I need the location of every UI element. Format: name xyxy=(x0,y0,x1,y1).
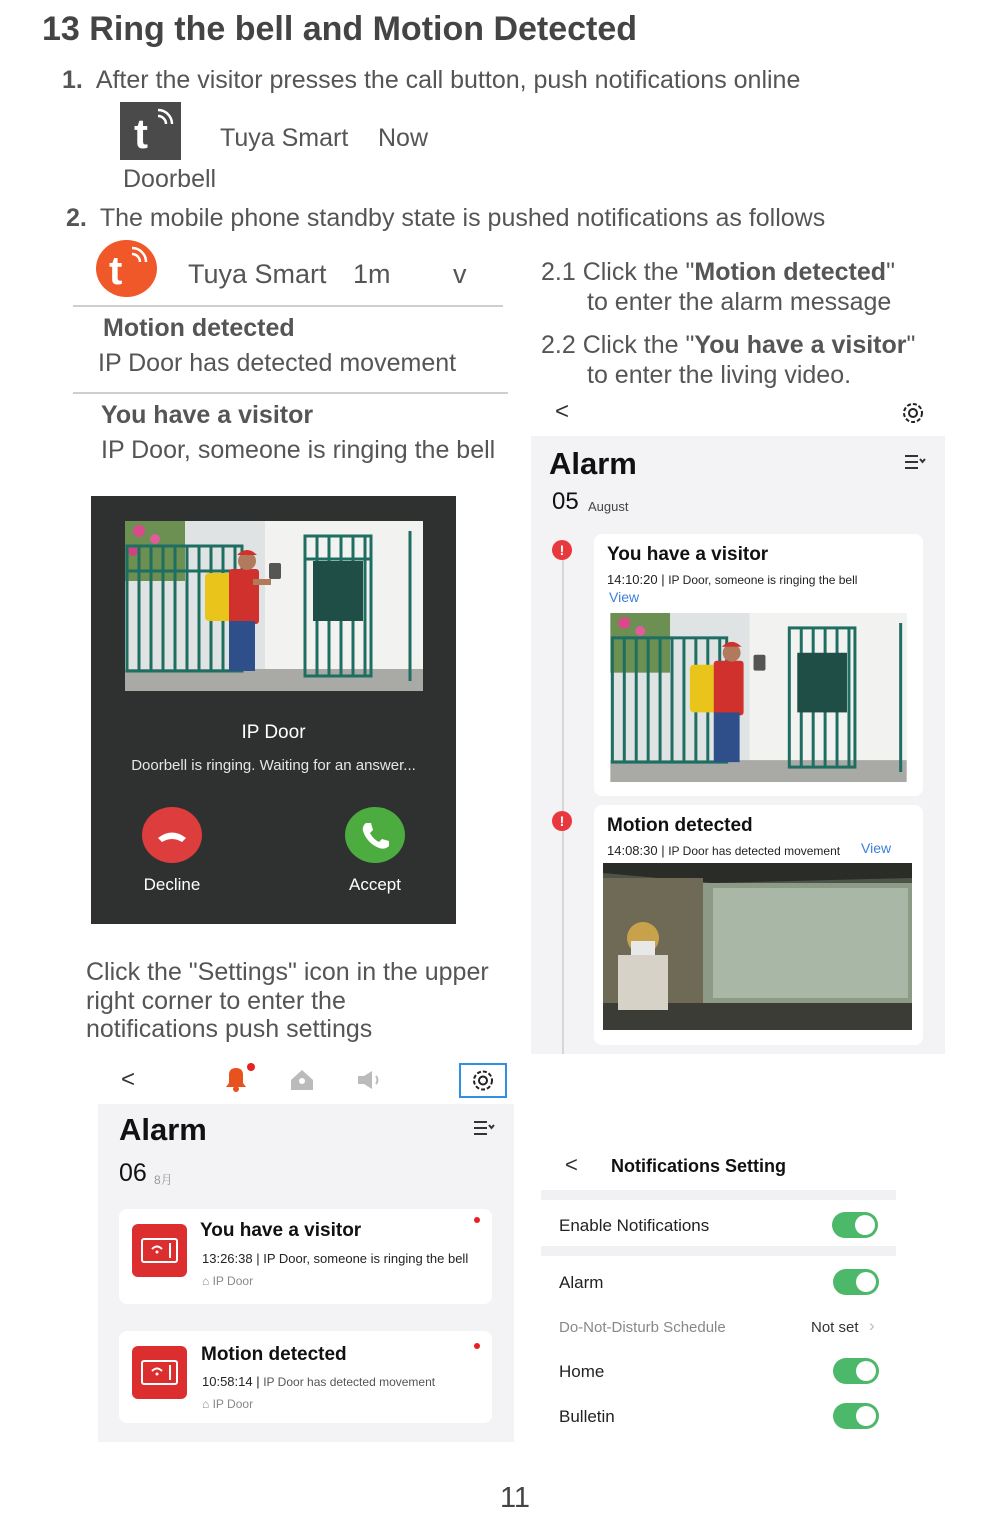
doorbell-device-icon xyxy=(132,1224,187,1277)
alarm-day: 06 xyxy=(119,1159,147,1187)
step1-line xyxy=(62,66,800,95)
notification-visitor-title: You have a visitor xyxy=(101,401,314,429)
alarm-card-title: Motion detected xyxy=(201,1344,347,1365)
notification-visitor[interactable] xyxy=(101,401,495,465)
expand-chevron[interactable]: v xyxy=(453,259,467,289)
enable-notifications-label: Enable Notifications xyxy=(559,1216,710,1235)
svg-text:t: t xyxy=(134,110,148,157)
alarm-card-meta: 14:08:30 | IP Door has detected movement xyxy=(607,843,841,858)
chevron-right-icon: › xyxy=(869,1316,875,1335)
alarm-card-time: 10:58:14 xyxy=(202,1374,253,1389)
step1-number: 1. xyxy=(62,66,83,94)
notification-motion-title: Motion detected xyxy=(103,314,295,342)
enable-notifications-toggle[interactable] xyxy=(832,1212,878,1238)
notification-motion-body: IP Door has detected movement xyxy=(98,349,457,377)
alarm-card-time: 14:08:30 xyxy=(607,843,658,858)
instruction-2-2-prefix: 2.2 Click the " xyxy=(541,331,695,359)
step1-device: Doorbell xyxy=(123,165,217,193)
divider xyxy=(541,1246,896,1256)
dnd-schedule-label[interactable]: Do-Not-Disturb Schedule xyxy=(559,1319,726,1336)
home-icon: ⌂ xyxy=(202,1397,210,1411)
alarm-card-desc: IP Door, someone is ringing the bell xyxy=(263,1251,469,1266)
call-device-name: IP Door xyxy=(241,722,306,743)
alarm-card-motion[interactable] xyxy=(119,1331,492,1423)
step2-time: 1m xyxy=(353,259,391,289)
bell-icon[interactable] xyxy=(222,1063,256,1098)
unread-dot xyxy=(474,1343,480,1349)
alarm-card-visitor[interactable] xyxy=(594,534,923,796)
phone-icon xyxy=(345,807,405,863)
alarm-card-visitor[interactable] xyxy=(119,1209,492,1304)
alarm-card-desc: IP Door has detected movement xyxy=(263,1375,436,1389)
settings-hint-line1: Click the "Settings" icon in the upper xyxy=(86,958,489,986)
svg-text:t: t xyxy=(109,249,123,293)
alarm-card-device xyxy=(202,1397,253,1411)
step1-app-name: Tuya Smart xyxy=(220,124,349,152)
timeline-line xyxy=(562,560,564,1054)
instruction-2-1-bold: Motion detected xyxy=(694,258,887,286)
alarm-label: Alarm xyxy=(559,1273,604,1292)
step1-time: Now xyxy=(378,124,429,152)
dnd-schedule-value[interactable]: Not set xyxy=(811,1319,859,1336)
home-icon: ⌂ xyxy=(202,1274,210,1288)
alarm-card-motion[interactable] xyxy=(594,805,923,1045)
doorbell-snapshot xyxy=(125,521,423,691)
step2-app-name: Tuya Smart xyxy=(188,259,327,289)
instruction-2-2-line2: to enter the living video. xyxy=(587,361,852,389)
alarm-card-title: Motion detected xyxy=(607,815,753,836)
alarm-month: August xyxy=(588,499,629,514)
instruction-2-2 xyxy=(541,331,915,360)
instruction-2-1-line2: to enter the alarm message xyxy=(587,288,892,316)
notification-motion[interactable] xyxy=(98,314,456,378)
tuya-app-icon xyxy=(120,102,181,160)
alert-icon: ! xyxy=(552,811,572,831)
alert-icon: ! xyxy=(552,540,572,560)
hang-up-icon xyxy=(142,807,202,863)
bulletin-label: Bulletin xyxy=(559,1407,615,1426)
accept-label: Accept xyxy=(349,875,401,894)
home-icon[interactable] xyxy=(289,1068,315,1097)
step2-text: The mobile phone standby state is pushed notifications as follows xyxy=(99,204,826,232)
home-label: Home xyxy=(559,1362,605,1381)
alarm-month: 8月 xyxy=(154,1173,173,1187)
unread-dot xyxy=(474,1217,480,1223)
back-button[interactable]: < xyxy=(555,398,570,425)
page-number: 11 xyxy=(499,1482,531,1514)
back-button[interactable]: < xyxy=(121,1066,136,1093)
doorbell-device-icon xyxy=(132,1346,187,1399)
settings-hint-line3: notifications push settings xyxy=(86,1015,373,1043)
alarm-card-meta: 14:10:20 | IP Door, someone is ringing the bell xyxy=(607,572,858,587)
step2-line xyxy=(66,204,825,233)
alarm-card-desc: IP Door, someone is ringing the bell xyxy=(668,573,858,587)
alarm-card-device xyxy=(202,1274,253,1288)
speaker-icon[interactable] xyxy=(356,1069,384,1096)
divider xyxy=(73,305,503,307)
incoming-call-screen xyxy=(91,496,456,924)
step2-number: 2. xyxy=(66,204,87,232)
bulletin-toggle[interactable] xyxy=(833,1403,879,1429)
back-button[interactable]: < xyxy=(565,1152,578,1177)
instruction-2-2-suffix: " xyxy=(906,331,916,359)
notification-visitor-body: IP Door, someone is ringing the bell xyxy=(101,436,496,464)
call-status: Doorbell is ringing. Waiting for an answer... xyxy=(131,757,416,774)
filter-list-icon[interactable] xyxy=(473,1119,495,1142)
settings-gear-icon[interactable] xyxy=(900,400,926,431)
alarm-card-device-name: IP Door xyxy=(212,1397,254,1411)
instruction-2-1-prefix: 2.1 Click the " xyxy=(541,258,695,286)
alarm-card-time: 13:26:38 xyxy=(202,1251,253,1266)
motion-snapshot[interactable] xyxy=(603,863,912,1030)
alarm-card-desc: IP Door has detected movement xyxy=(668,844,841,858)
divider xyxy=(541,1190,896,1200)
notif-settings-title: Notifications Setting xyxy=(611,1156,786,1176)
decline-button[interactable] xyxy=(142,807,202,863)
filter-list-icon[interactable] xyxy=(904,453,926,476)
instruction-2-1-suffix: " xyxy=(886,258,895,286)
view-link[interactable]: View xyxy=(609,589,640,605)
alarm-card-time: 14:10:20 xyxy=(607,572,658,587)
alarm-toggle[interactable] xyxy=(833,1269,879,1295)
alarm-card-title: You have a visitor xyxy=(607,544,769,565)
accept-button[interactable] xyxy=(345,807,405,863)
tuya-app-icon-round xyxy=(96,240,157,297)
alarm-title: Alarm xyxy=(549,446,637,481)
step1-text: After the visitor presses the call button, push notifications online xyxy=(95,66,801,94)
alarm-panel-right xyxy=(531,436,945,1054)
view-link[interactable]: View xyxy=(861,840,892,856)
visitor-snapshot[interactable] xyxy=(610,613,907,782)
alarm-card-title: You have a visitor xyxy=(200,1220,362,1241)
instruction-2-1 xyxy=(541,258,895,287)
section-heading: 13 Ring the bell and Motion Detected xyxy=(42,10,638,48)
alarm-panel-left xyxy=(98,1104,514,1442)
alarm-card-meta: 13:26:38 | IP Door, someone is ringing the bell xyxy=(202,1251,469,1266)
instruction-2-2-bold: You have a visitor xyxy=(694,331,907,359)
decline-label: Decline xyxy=(143,875,201,894)
divider xyxy=(73,392,508,394)
settings-hint-line2: right corner to enter the xyxy=(86,987,346,1015)
alarm-card-device-name: IP Door xyxy=(212,1274,254,1288)
alarm-day: 05 xyxy=(552,488,579,515)
home-toggle[interactable] xyxy=(833,1358,879,1384)
alarm-card-meta: 10:58:14 | IP Door has detected movement xyxy=(202,1374,436,1389)
alarm-title: Alarm xyxy=(119,1112,207,1147)
settings-gear-icon[interactable] xyxy=(459,1063,507,1098)
